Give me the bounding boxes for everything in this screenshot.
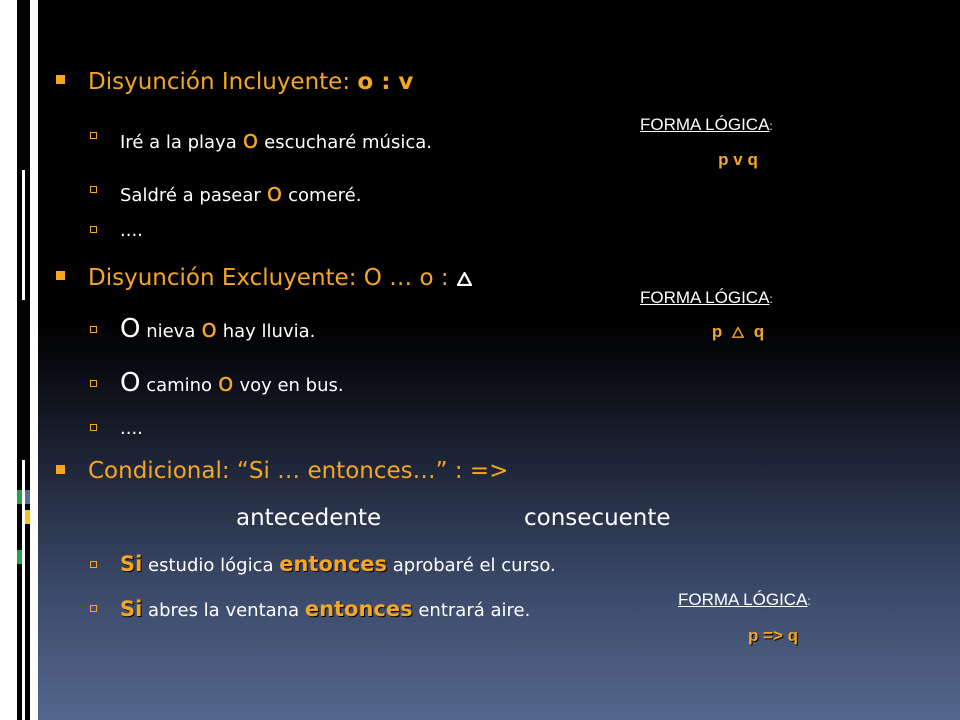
example-5: Si estudio lógica entonces aprobaré el curso. xyxy=(120,552,556,576)
bullet xyxy=(56,75,65,84)
sub-bullet xyxy=(90,380,97,387)
forma-logica-label: FORMA LÓGICA: xyxy=(678,590,811,609)
triangle-icon xyxy=(731,326,745,338)
forma-logica-label: FORMA LÓGICA: xyxy=(640,115,773,134)
example-2: Saldré a pasear o comeré. xyxy=(120,178,362,208)
left-decoration-block xyxy=(17,0,30,170)
accent-square xyxy=(25,490,30,504)
consecuente-label: consecuente xyxy=(524,505,671,531)
example-4: O camino o voy en bus. xyxy=(120,368,344,398)
left-decoration-block xyxy=(17,300,30,460)
forma-logica-label: FORMA LÓGICA: xyxy=(640,288,773,307)
accent-square xyxy=(17,550,22,564)
example-3: O nieva o hay lluvia. xyxy=(120,314,316,344)
accent-square xyxy=(17,490,22,504)
sub-bullet xyxy=(90,561,97,568)
sub-bullet xyxy=(90,186,97,193)
example-1: Iré a la playa o escucharé música. xyxy=(120,125,432,155)
example-ellipsis: .... xyxy=(120,418,143,439)
forma-logica-formula: p q xyxy=(711,322,765,341)
triangle-icon xyxy=(456,271,473,286)
sub-bullet xyxy=(90,424,97,431)
antecedente-label: antecedente xyxy=(236,505,382,531)
example-ellipsis: .... xyxy=(120,220,143,241)
section-title-inclusive: Disyunción Incluyente: o : v xyxy=(88,69,414,95)
sub-bullet xyxy=(90,132,97,139)
section-title-conditional: Condicional: “Si … entonces…” : => xyxy=(88,458,509,484)
section-title-exclusive: Disyunción Excluyente: O … o : xyxy=(88,265,473,291)
sub-bullet xyxy=(90,326,97,333)
sub-bullet xyxy=(90,605,97,612)
forma-logica-formula: p => q xyxy=(747,626,799,645)
example-6: Si abres la ventana entonces entrará aire. xyxy=(120,597,531,621)
sub-bullet xyxy=(90,226,97,233)
accent-square xyxy=(25,510,30,524)
bullet xyxy=(56,271,65,280)
forma-logica-formula: p v q xyxy=(718,150,758,169)
bullet xyxy=(56,465,65,474)
